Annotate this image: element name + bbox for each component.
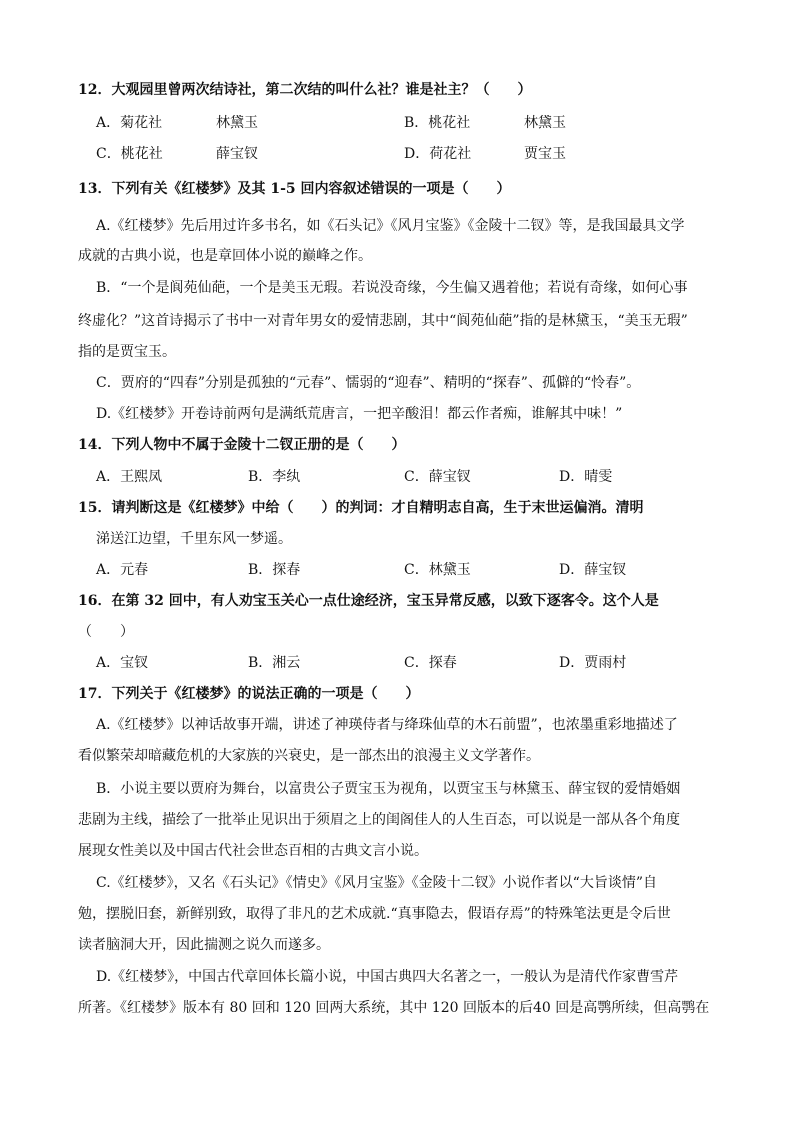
q14-option-d: D．晴雯 — [559, 469, 613, 485]
q15-option-d: D．薛宝钗 — [559, 562, 627, 578]
q12-option-b-person: 林黛玉 — [524, 115, 566, 131]
q17-option-b-line-3: 展现女性美以及中国古代社会世态百相的古典文言小说。 — [78, 843, 428, 859]
q17-option-d-line-1: D.《红楼梦》，中国古代章回体长篇小说，中国古典四大名著之一，一般认为是清代作家曹雪芹 — [96, 969, 679, 985]
q12-option-a-label: A．菊花社 — [96, 115, 163, 131]
q15-stem-line-1: 15．请判断这是《红楼梦》中给（ ）的判词：才自精明志自高，生于末世运偏消。清明 — [78, 500, 644, 516]
q12-option-d-person: 贾宝玉 — [524, 146, 566, 162]
q14-option-c: C．薛宝钗 — [404, 469, 471, 485]
q13-option-d: D.《红楼梦》开卷诗前两句是满纸荒唐言，一把辛酸泪！都云作者痴，谁解其中味！” — [96, 406, 623, 422]
q12-option-c-label: C．桃花社 — [96, 146, 163, 162]
q13-option-b-line-3: 指的是贾宝玉。 — [78, 344, 176, 360]
q13-option-b-line-1: B．“一个是阆苑仙葩，一个是美玉无瑕。若说没奇缘，今生偏又遇着他；若说有奇缘，如何心事 — [96, 280, 688, 296]
q17-option-c-line-1: C.《红楼梦》，又名《石头记》《情史》《风月宝鉴》《金陵十二钗》小说作者以“大旨谈情”自 — [96, 875, 657, 891]
q13-stem: 13．下列有关《红楼梦》及其 1-5 回内容叙述错误的一项是（ ） — [78, 181, 511, 197]
q14-stem: 14．下列人物中不属于金陵十二钗正册的是（ ） — [78, 437, 406, 453]
q16-stem-line-1: 16．在第 32 回中，有人劝宝玉关心一点仕途经济，宝玉异常反感，以致下逐客令。这个人是 — [78, 593, 659, 609]
q16-option-a: A．宝钗 — [96, 655, 149, 671]
q15-option-b: B．探春 — [248, 562, 301, 578]
q17-option-a-line-1: A.《红楼梦》以神话故事开端，讲述了神瑛侍者与绛珠仙草的木石前盟”，也浓墨重彩地描述了 — [96, 717, 678, 733]
q17-stem: 17．下列关于《红楼梦》的说法正确的一项是（ ） — [78, 686, 420, 702]
q13-option-a-line-1: A.《红楼梦》先后用过许多书名，如《石头记》《风月宝鉴》《金陵十二钗》等，是我国最具文学 — [96, 218, 685, 234]
q17-option-c-line-2: 勉，摆脱旧套，新鲜别致，取得了非凡的艺术成就.“真事隐去，假语存焉”的特殊笔法更是令后世 — [78, 906, 671, 922]
q17-option-b-line-1: B．小说主要以贾府为舞台，以富贵公子贾宝玉为视角，以贾宝玉与林黛玉、薛宝钗的爱情婚姻 — [96, 781, 681, 797]
q17-option-b-line-2: 悲剧为主线，描绘了一批举止见识出于须眉之上的闺阁佳人的人生百态，可以说是一部从各个角度 — [78, 812, 680, 828]
q15-option-a: A．元春 — [96, 562, 149, 578]
q14-option-a: A．王熙凤 — [96, 469, 163, 485]
q17-option-c-line-3: 读者脑洞大开，因此揣测之说久而遂多。 — [78, 937, 330, 953]
q13-option-a-line-2: 成就的古典小说，也是章回体小说的巅峰之作。 — [78, 248, 372, 264]
q15-option-c: C．林黛玉 — [404, 562, 471, 578]
q17-option-a-line-2: 看似繁荣却暗藏危机的大家族的兴衰史，是一部杰出的浪漫主义文学著作。 — [78, 748, 540, 764]
q12-option-b-label: B．桃花社 — [404, 115, 471, 131]
q12-option-d-label: D．荷花社 — [404, 146, 472, 162]
q16-stem-line-2: （ ） — [78, 624, 134, 640]
q16-option-c: C．探春 — [404, 655, 457, 671]
q13-option-c: C．贾府的“四春”分别是孤独的“元春”、懦弱的“迎春”、精明的“探春”、孤僻的“怜春”。 — [96, 375, 641, 391]
q16-option-d: D．贾雨村 — [559, 655, 627, 671]
q12-option-c-person: 薛宝钗 — [216, 146, 258, 162]
q14-option-b: B．李纨 — [248, 469, 301, 485]
q16-option-b: B．湘云 — [248, 655, 301, 671]
q15-stem-line-2: 涕送江边望，千里东风一梦遥。 — [96, 531, 292, 547]
q17-option-d-line-2: 所著。《红楼梦》版本有 80 回和 120 回两大系统，其中 120 回版本的后40 回是高鹗所续，但高鹗在 — [78, 1000, 710, 1016]
q12-option-a-person: 林黛玉 — [216, 115, 258, 131]
q12-stem: 12．大观园里曾两次结诗社，第二次结的叫什么社？谁是社主？（ ） — [78, 82, 532, 98]
q13-option-b-line-2: 终虚化？”这首诗揭示了书中一对青年男女的爱情悲剧，其中“阆苑仙葩”指的是林黛玉，“美玉无瑕” — [78, 313, 688, 329]
